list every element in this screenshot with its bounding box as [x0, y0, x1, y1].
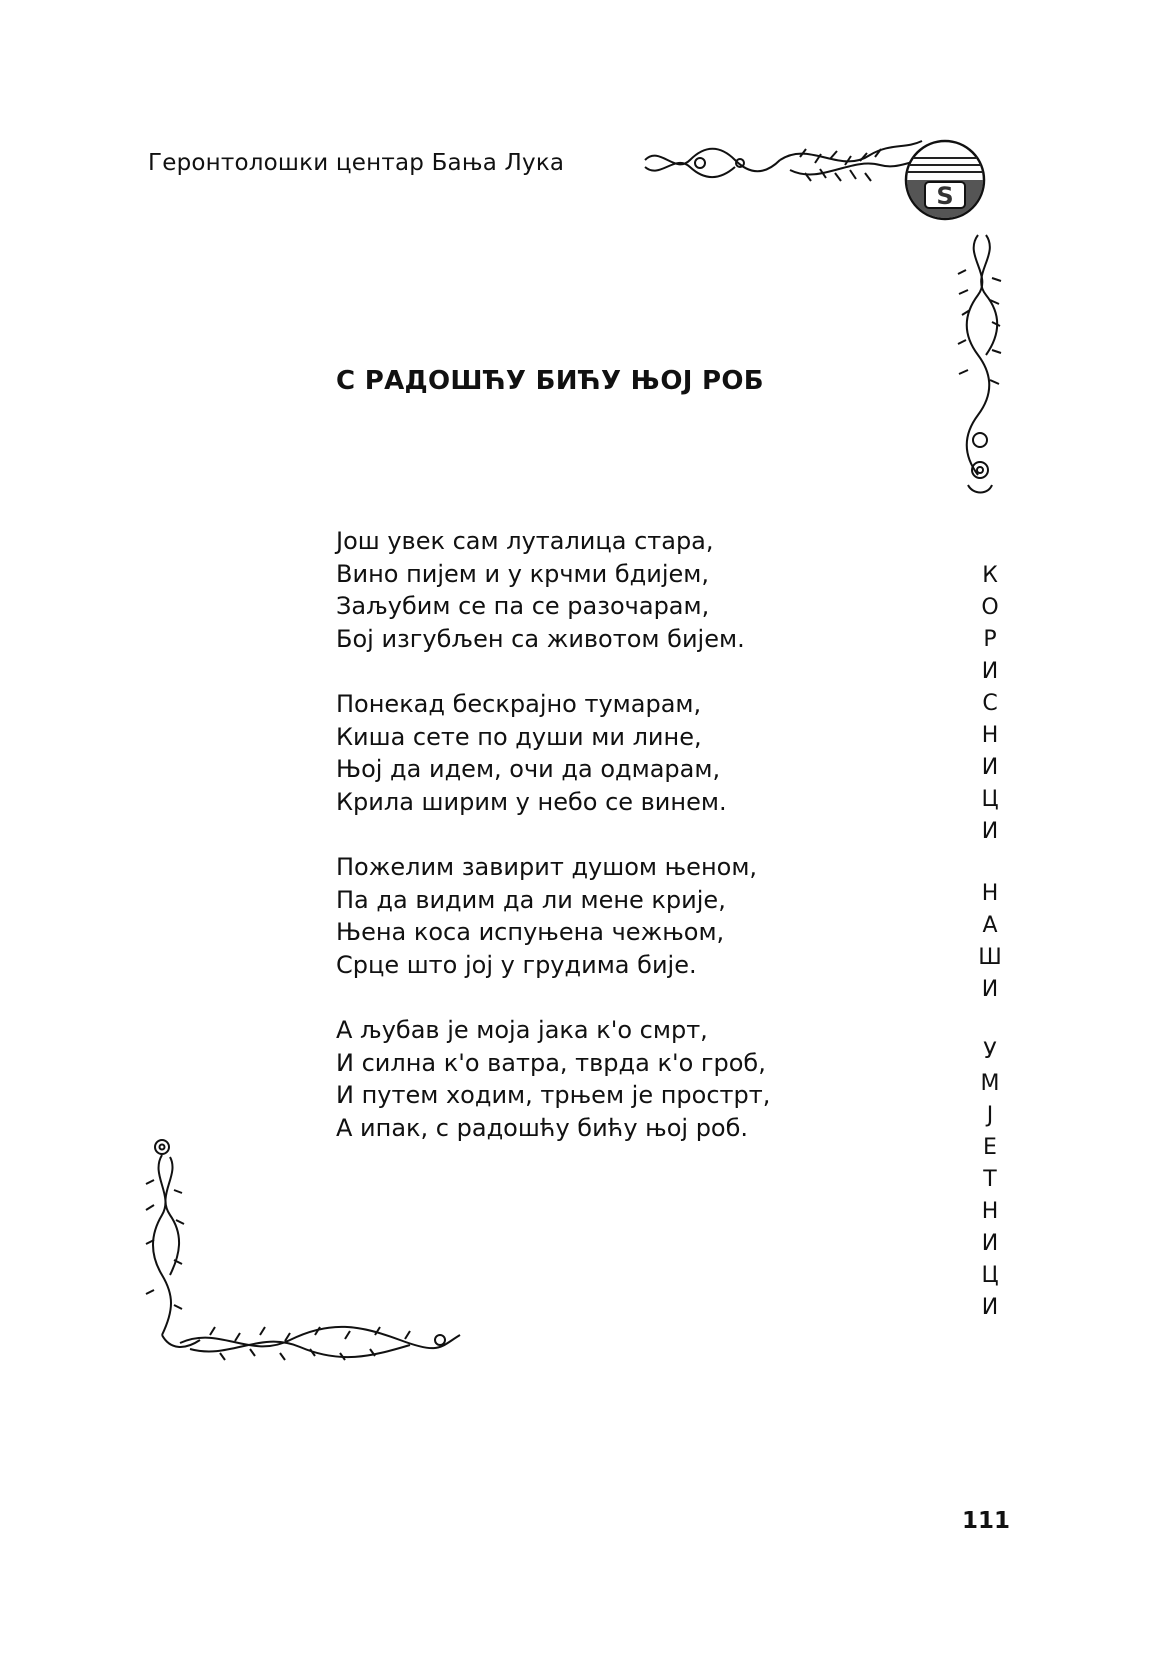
stanza: [336, 688, 770, 818]
poem-line: Срце што јој у грудима бије.: [336, 950, 697, 979]
side-letter: Ц: [981, 1263, 999, 1288]
side-letter: Р: [983, 627, 997, 652]
side-letter: Н: [981, 1199, 999, 1224]
page-number: 111: [962, 1508, 1011, 1534]
running-header: Геронтолошки центар Бања Лука: [148, 150, 565, 176]
side-letter: У: [983, 1039, 997, 1064]
poem-body: [336, 525, 770, 1177]
poem-line: А ипак, с радошћу бићу њој роб.: [336, 1113, 749, 1142]
poem-line: Пожелим завирит душом њеном,: [336, 853, 758, 881]
side-letter: И: [981, 1231, 999, 1256]
side-letter: А: [982, 913, 998, 938]
side-letter: И: [981, 977, 999, 1002]
side-letter: И: [981, 819, 999, 844]
top-flourish-ornament: [640, 135, 930, 205]
poem-line: Крила ширим у небо се винем.: [336, 787, 727, 816]
side-letter: Н: [981, 881, 999, 906]
side-letter: И: [981, 755, 999, 780]
side-letter: Ш: [978, 945, 1002, 970]
side-letter: Ј: [986, 1103, 994, 1128]
side-letter: Е: [983, 1135, 997, 1160]
poem-line: А љубав је моја јака к'о смрт,: [336, 1016, 708, 1044]
stanza: [336, 851, 770, 981]
side-letter: И: [981, 659, 999, 684]
poem-line: И силна к'о ватра, тврда к'о гроб,: [336, 1048, 766, 1077]
poem-line: Бој изгубљен са животом бијем.: [336, 624, 745, 653]
side-letter: К: [982, 563, 998, 588]
poem-line: Још увек сам луталица стара,: [336, 527, 714, 555]
side-letter: М: [980, 1071, 1000, 1096]
side-letter: С: [982, 691, 998, 716]
poem-line: Вино пијем и у крчми бдијем,: [336, 559, 709, 588]
poem-line: Па да видим да ли мене крије,: [336, 885, 726, 914]
side-letter: О: [981, 595, 999, 620]
poem-line: Понекад бескрајно тумарам,: [336, 690, 702, 718]
right-flourish-ornament: [948, 230, 1008, 500]
logo-letter: S: [936, 182, 954, 210]
stanza: [336, 1014, 770, 1144]
stanza: [336, 525, 770, 655]
side-letter: Т: [983, 1167, 997, 1192]
poem-line: Њој да идем, очи да одмарам,: [336, 755, 721, 783]
vertical-section-label: [975, 560, 1005, 1324]
poem-line: И путем ходим, трњем је прострт,: [336, 1081, 771, 1109]
poem-line: Киша сете по души ми лине,: [336, 722, 702, 751]
poem-line: Заљубим се па се разочарам,: [336, 592, 710, 620]
side-letter: Н: [981, 723, 999, 748]
side-letter: Ц: [981, 787, 999, 812]
logo-emblem: [903, 138, 987, 222]
side-letter: И: [981, 1295, 999, 1320]
poem-line: Њена коса испуњена чежњом,: [336, 918, 725, 946]
poem-title: С РАДОШЋУ БИЋУ ЊОЈ РОБ: [336, 366, 764, 396]
